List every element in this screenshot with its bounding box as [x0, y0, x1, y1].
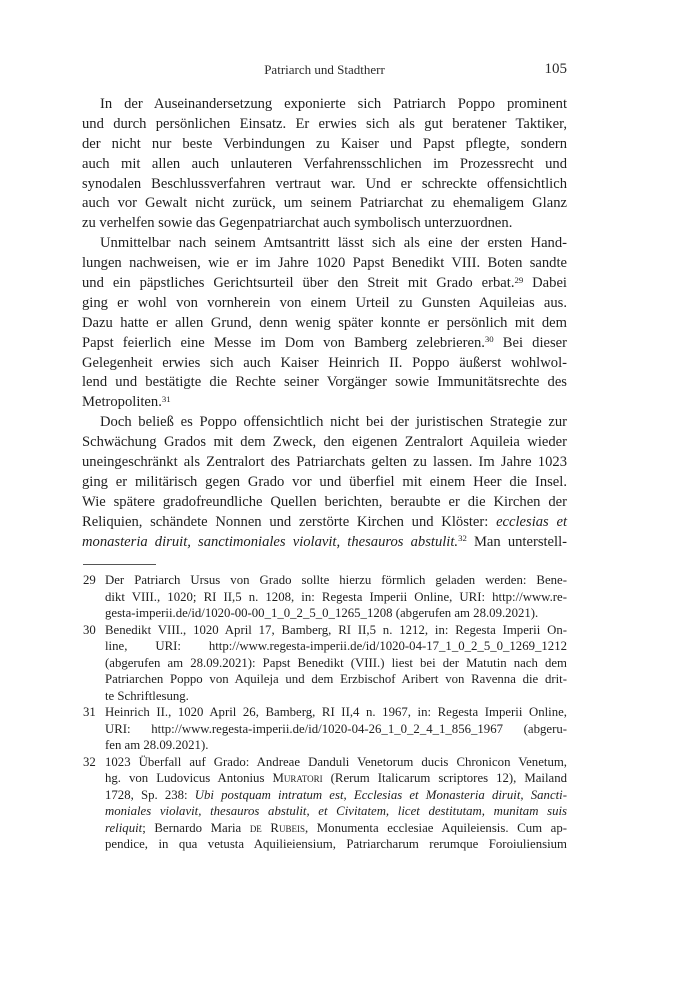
body-line — [82, 393, 567, 413]
page-number: 105 — [544, 61, 567, 77]
footnote-ref-31: 31 — [161, 393, 171, 404]
body-line: Doch beließ es Poppo offensichtlich nicht bei der juristischen Strategie zur — [100, 414, 567, 431]
running-title: Patriarch und Stadtherr — [264, 62, 385, 77]
footnote-line: Benedikt VIII., 1020 April 17, Bamberg, RI II,5 n. 1212, in: Regesta Imperii On- — [105, 622, 567, 637]
footnote-separator — [83, 564, 156, 565]
footnote-line — [105, 787, 567, 804]
body-line: Wie spätere gradofreundliche Quellen berichten, beraubte er die Kirchen der — [82, 493, 567, 510]
text-segment: Man unterstell- — [466, 533, 567, 550]
footnote-line: URI: http://www.regesta-imperii.de/id/1020-04-26_1_0_2_4_1_856_1967 (abgeru- — [105, 721, 567, 736]
author-name: Muratori — [272, 771, 323, 785]
footnote-number: 31 — [83, 705, 96, 719]
footnote-line: fen am 28.09.2021). — [105, 738, 209, 752]
text-segment: Bei dieser — [493, 334, 567, 351]
footnote-ref-32: 32 — [458, 533, 467, 544]
body-line: ging er wohl von vornherein von einem Urteil zu Gunsten Aquileias aus. — [82, 294, 567, 311]
body-line: synodalen Beschlussverfahren vertraut war. Und er schreckte offensichtlich — [82, 175, 567, 192]
body-line — [82, 274, 567, 294]
footnote-line — [105, 820, 567, 837]
text-segment: Reliquien, schändete Nonnen und zerstörte Kirchen und Klöster: — [82, 513, 497, 530]
footnote-line: te Schriftlesung. — [105, 688, 189, 703]
body-text — [82, 95, 567, 552]
footnote-32 — [83, 754, 567, 853]
author-name: de Rubeis — [249, 820, 305, 835]
footnote-line: Der Patriarch Ursus von Grado sollte hierzu förmlich geladen werden: Bene- — [105, 573, 567, 587]
footnote-number: 29 — [83, 573, 96, 587]
body-line: zu verhelfen sowie das Gegenpatriarchat auch symbolisch unterzuordnen. — [82, 215, 513, 232]
text-segment: Dabei — [523, 275, 567, 292]
footnote-line: pendice, in qua vetusta Aquilieiensium, Patriarcharum rerumque Foroiuliensium — [105, 837, 567, 851]
footnote-line — [105, 770, 567, 787]
latin-quote: reliquit — [105, 820, 143, 835]
body-line: lend und bestätigte die Rechte seiner Vorgänger sowie Immunitätsrechte des — [82, 374, 567, 391]
footnote-line — [105, 803, 567, 820]
latin-quote: ecclesias et — [496, 513, 568, 530]
footnote-number: 30 — [83, 622, 96, 637]
body-line: Schwächung Grados mit dem Zweck, den eigenen Zentralort Aquileia wieder — [82, 434, 567, 451]
text-segment: hg. von Ludovicus Antonius — [105, 771, 273, 785]
footnote-line: Patriarchen Poppo von Aquileja und dem Erzbischof Aribert von Ravenna die drit- — [105, 672, 567, 686]
latin-quote: Ubi postquam intratum est, Ecclesias et Monasteria diruit, Sancti- — [194, 787, 568, 802]
body-line: der nicht nur beste Verbindungen zu Kaiser und Papst pflegte, sondern — [82, 135, 567, 152]
body-line: In der Auseinandersetzung exponierte sich Patriarch Poppo prominent — [100, 96, 567, 112]
footnote-line: (abgerufen am 28.09.2021): Papst Benedikt (VIII.) liest bei der Matutin nach dem — [105, 655, 567, 670]
text-segment: Papst feierlich eine Messe im Dom von Bamberg zelebrieren. — [82, 334, 485, 351]
text-segment: und ein päpstliches Gerichtsurteil über den Streit mit Grado erbat. — [82, 275, 515, 292]
body-line: und durch persönlichen Einsatz. Er erwies sich als gut beratener Taktiker, — [82, 115, 567, 132]
body-line: auch mit allen auch unlauteren Verfahrensschlichen im Prozessrecht und — [82, 155, 567, 172]
footnote-ref-29: 29 — [514, 274, 524, 285]
footnote-31 — [83, 704, 567, 754]
latin-quote: moniales violavit, thesauros abstulit, et Civitatem, licet destitutam, munitam suis — [105, 804, 567, 818]
footnote-line: Heinrich II., 1020 April 26, Bamberg, RI II,4 n. 1967, in: Regesta Imperii Online, — [105, 705, 567, 719]
text-segment: ; Bernardo Maria — [142, 820, 250, 835]
paragraph — [82, 234, 567, 413]
footnote-line: dikt VIII., 1020; RI II,5 n. 1208, in: Regesta Imperii Online, URI: http://www.re- — [105, 589, 567, 604]
footnote-29 — [83, 572, 567, 622]
footnote-line: line, URI: http://www.regesta-imperii.de/id/1020-04-17_1_0_2_5_0_1269_1212 — [105, 639, 567, 653]
body-line — [82, 533, 567, 553]
body-line: auch vor Gewalt nicht zurück, um seinem Patriarchat zu ehemaligem Glanz — [82, 195, 567, 212]
paragraph — [82, 413, 567, 552]
paragraph — [82, 95, 567, 234]
footnote-30 — [83, 622, 567, 705]
body-line: Unmittelbar nach seinem Amtsantritt lässt sich als eine der ersten Hand- — [100, 235, 567, 252]
text-segment: , Monumenta ecclesiae Aquileiensis. Cum ap- — [304, 820, 568, 835]
body-line: Gelegenheit erwies sich auch Kaiser Heinrich II. Poppo äußerst wohlwol- — [82, 354, 567, 371]
footnote-ref-30: 30 — [484, 334, 494, 345]
body-line: Dazu hatte er allen Grund, denn wenig später konnte er persönlich mit dem — [82, 314, 567, 331]
footnote-line: gesta-imperii.de/id/1020-00-00_1_0_2_5_0_1265_1208 (abgerufen am 28.09.2021). — [105, 606, 539, 620]
footnote-number: 32 — [83, 754, 96, 769]
body-line — [82, 334, 567, 354]
footnote-line: 1023 Überfall auf Grado: Andreae Danduli Venetorum ducis Chronicon Venetum, — [105, 754, 567, 769]
text-segment: (Rerum Italicarum scriptores 12), Mailand — [322, 771, 568, 785]
text-segment: Metropoliten. — [82, 394, 162, 411]
text-segment: 1728, Sp. 238: — [105, 787, 195, 802]
body-line: lungen nachweisen, wie er im Jahre 1020 Papst Benedikt VIII. Boten sandte — [82, 255, 567, 272]
footnotes — [83, 572, 567, 853]
body-line — [82, 513, 567, 533]
latin-quote: monasteria diruit, sanctimoniales violavit, thesauros abstulit. — [82, 533, 459, 550]
body-line: uneingeschränkt als Zentralort des Patriarchats gelten zu lassen. Im Jahre 1023 — [82, 454, 567, 471]
body-line: ging er militärisch gegen Grado vor und überfiel mit einem Heer die Insel. — [82, 473, 567, 490]
